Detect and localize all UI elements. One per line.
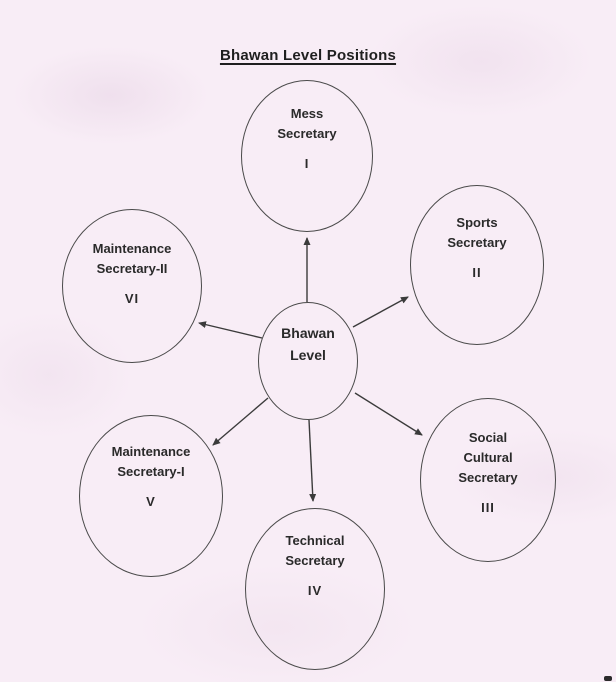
node-label: Secretary-II [96, 261, 168, 276]
node-label: Technical [285, 533, 345, 548]
node-bhawan-level-center [258, 302, 358, 420]
node-label: Maintenance [92, 241, 172, 256]
diagram-title: Bhawan Level Positions [219, 47, 397, 64]
node-label: Secretary-I [117, 464, 185, 479]
node-social-cultural-secretary [420, 398, 556, 562]
node-label: Cultural [463, 450, 513, 465]
center-label: Bhawan [281, 325, 335, 341]
arrow-center-to-maintenance1 [213, 398, 268, 445]
node-label: Secretary [447, 235, 507, 250]
center-label: Level [290, 347, 326, 363]
node-sports-secretary [410, 185, 544, 345]
node-numeral: V [146, 494, 156, 509]
node-label: Maintenance [111, 444, 191, 459]
node-label: Sports [456, 215, 498, 230]
node-label: Mess [290, 106, 324, 121]
node-maintenance-secretary-2 [62, 209, 202, 363]
node-label: Secretary [458, 470, 518, 485]
node-label: Secretary [277, 126, 337, 141]
node-technical-secretary [245, 508, 385, 670]
node-numeral: II [472, 265, 482, 280]
arrow-center-to-maintenance2 [199, 323, 262, 338]
node-label: Social [468, 430, 508, 445]
node-numeral: IV [307, 583, 323, 598]
node-numeral: VI [124, 291, 140, 306]
arrow-center-to-technical [309, 420, 313, 501]
scan-artifact-dot [604, 676, 612, 681]
node-numeral: III [481, 500, 495, 515]
arrow-center-to-social [355, 393, 422, 435]
arrow-center-to-sports [353, 297, 408, 327]
node-mess-secretary [241, 80, 373, 232]
node-maintenance-secretary-1 [79, 415, 223, 577]
node-label: Secretary [285, 553, 345, 568]
node-numeral: I [304, 156, 310, 171]
